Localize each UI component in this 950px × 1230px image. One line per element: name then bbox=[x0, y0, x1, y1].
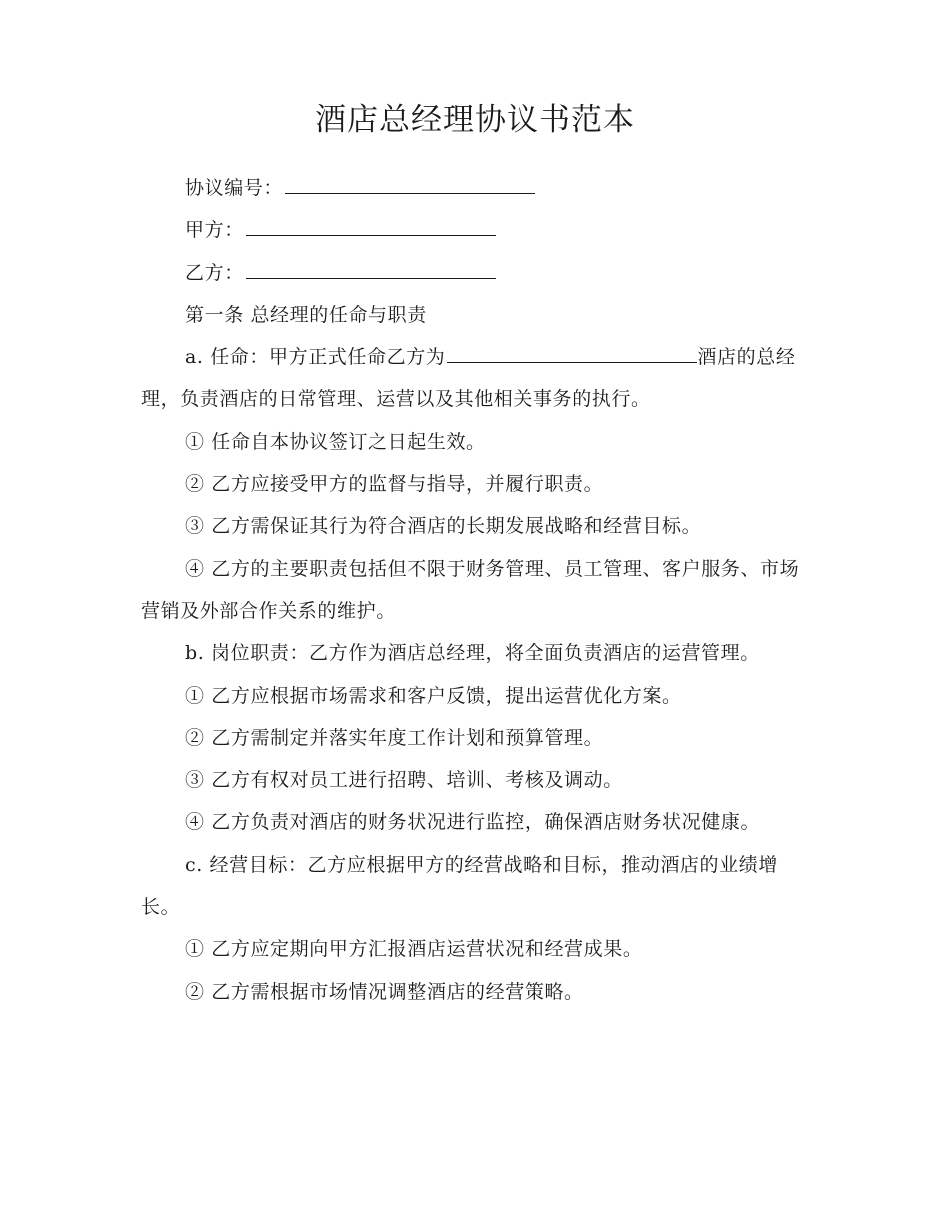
section-a-item-2: ② 乙方应接受甲方的监督与指导，并履行职责。 bbox=[185, 473, 604, 496]
agreement-number-label: 协议编号： bbox=[185, 177, 284, 199]
section-b-item-3: ③ 乙方有权对员工进行招聘、培训、考核及调动。 bbox=[185, 769, 623, 792]
document-title: 酒店总经理协议书范本 bbox=[315, 102, 635, 138]
party-b-line bbox=[141, 252, 807, 294]
party-a-label: 甲方： bbox=[185, 219, 244, 242]
section-b-item-1: ① 乙方应根据市场需求和客户反馈，提出运营优化方案。 bbox=[185, 684, 682, 707]
party-b-blank bbox=[246, 252, 496, 279]
article-1-heading: 第一条 总经理的任命与职责 bbox=[185, 303, 427, 326]
party-b-label: 乙方： bbox=[185, 261, 244, 284]
section-b-intro: b. 岗位职责：乙方作为酒店总经理，将全面负责酒店的运营管理。 bbox=[185, 642, 760, 665]
agreement-number-blank bbox=[285, 167, 535, 194]
section-a-item-4: ④ 乙方的主要职责包括但不限于财务管理、员工管理、客户服务、市场营销及外部合作关系的维护。 bbox=[141, 557, 800, 622]
party-a-blank bbox=[246, 209, 496, 236]
hotel-name-blank bbox=[447, 336, 697, 363]
section-c-intro: c. 经营目标：乙方应根据甲方的经营战略和目标，推动酒店的业绩增长。 bbox=[141, 853, 778, 919]
section-c-item-1: ① 乙方应定期向甲方汇报酒店运营状况和经营成果。 bbox=[185, 938, 643, 961]
section-c-item-2: ② 乙方需根据市场情况调整酒店的经营策略。 bbox=[185, 980, 584, 1003]
section-a-intro bbox=[141, 336, 807, 421]
section-b-item-4: ④ 乙方负责对酒店的财务状况进行监控，确保酒店财务状况健康。 bbox=[185, 811, 761, 834]
section-a-item-3: ③ 乙方需保证其行为符合酒店的长期发展战略和经营目标。 bbox=[185, 515, 702, 538]
section-a-intro-end: 酒店的总经理，负责酒店的日常管理、运营以及其他相关事务的执行。 bbox=[141, 346, 796, 411]
document-body bbox=[141, 167, 807, 1013]
agreement-number-line bbox=[141, 167, 807, 209]
section-a-item-1: ① 任命自本协议签订之日起生效。 bbox=[185, 430, 486, 453]
section-a-intro-start: a. 任命：甲方正式任命乙方为 bbox=[185, 346, 446, 369]
party-a-line bbox=[141, 209, 807, 251]
section-b-item-2: ② 乙方需制定并落实年度工作计划和预算管理。 bbox=[185, 726, 604, 749]
